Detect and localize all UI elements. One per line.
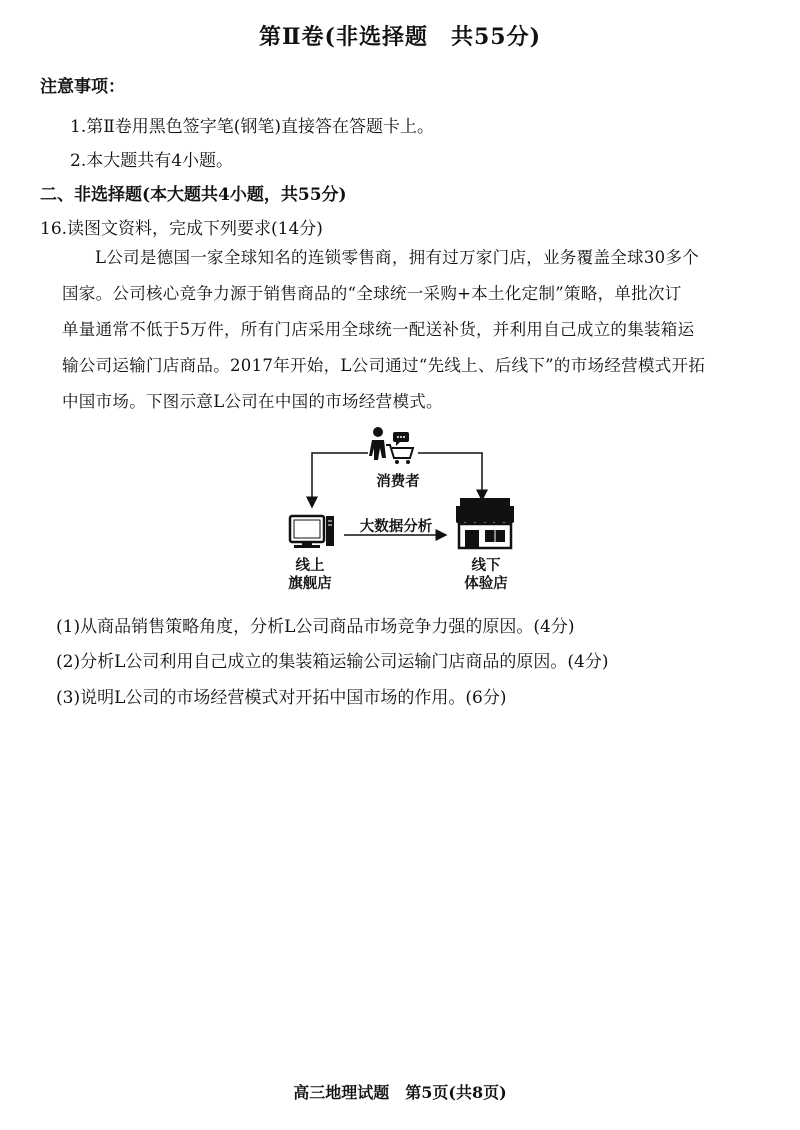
store-icon (456, 498, 514, 548)
consumer-label: 消费者 (376, 474, 420, 490)
page-footer: 高三地理试题 第5页(共8页) (293, 1083, 507, 1102)
passage-line: 国家。公司核心竞争力源于销售商品的“全球统一采购+本土化定制”策略，单批次订 (62, 284, 682, 303)
bigdata-label: 大数据分析 (359, 519, 433, 535)
offline-label-2: 体验店 (464, 576, 508, 592)
question-stem: 16.读图文资料，完成下列要求(14分) (40, 219, 323, 239)
passage-line: 输公司运输门店商品。2017年开始，L公司通过“先线上、后线下”的市场经营模式开拓 (62, 356, 706, 375)
sub-question-3: (3)说明L公司的市场经营模式对开拓中国市场的作用。(6分) (56, 688, 507, 708)
section-heading: 二、非选择题(本大题共4小题，共55分) (40, 185, 347, 205)
passage-line: 单量通常不低于5万件，所有门店采用全球统一配送补货，并利用自己成立的集装箱运 (62, 320, 695, 339)
computer-icon (290, 516, 334, 548)
arrow-consumer-online (312, 453, 368, 507)
page-title: 第Ⅱ卷(非选择题 共55分) (259, 24, 541, 50)
online-label-1: 线上 (295, 558, 325, 574)
online-label-2: 旗舰店 (288, 576, 332, 592)
consumer-cart-icon (369, 427, 413, 464)
offline-label-1: 线下 (471, 558, 501, 574)
passage-line: L公司是德国一家全球知名的连锁零售商，拥有过万家门店，业务覆盖全球30多个 (95, 248, 700, 267)
notes-heading: 注意事项： (40, 77, 125, 97)
sub-question-1: (1)从商品销售策略角度，分析L公司商品市场竞争力强的原因。(4分) (56, 617, 575, 637)
notes-item-1: 1.第Ⅱ卷用黑色签字笔(钢笔)直接答在答题卡上。 (70, 117, 435, 137)
sub-question-2: (2)分析L公司利用自己成立的集装箱运输公司运输门店商品的原因。(4分) (56, 652, 609, 672)
passage-line: 中国市场。下图示意L公司在中国的市场经营模式。 (62, 392, 443, 411)
notes-item-2: 2.本大题共有4小题。 (70, 151, 234, 171)
